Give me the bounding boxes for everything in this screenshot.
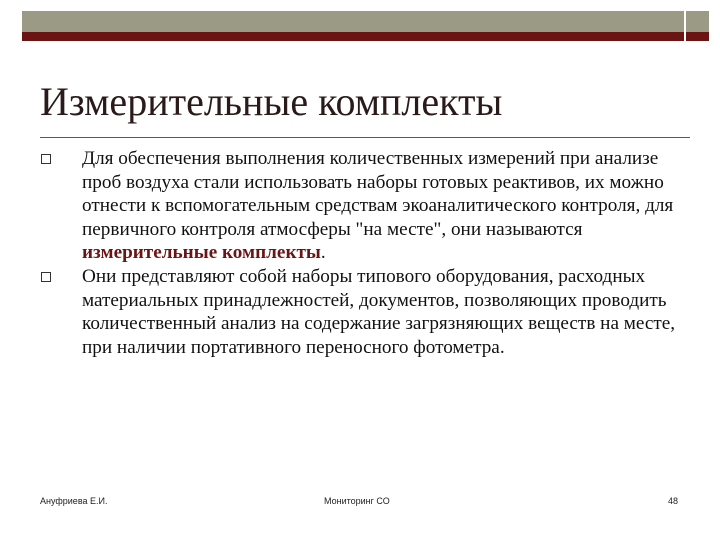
hollow-square-icon: [41, 154, 51, 164]
title-divider: [40, 137, 690, 138]
header-band-grey: [22, 11, 684, 32]
footer-course: Мониторинг СО: [324, 496, 390, 506]
bullet-item-1: [40, 147, 690, 265]
slide-title: Измерительные комплекты: [40, 79, 503, 124]
corner-square-red: [686, 32, 709, 41]
bullet-1-text: Для обеспечения выполнения количественных измерений при анализе проб воздуха стали использовать наборы готовых реактивов, их можно отнести к вспомогательным средствам экоаналитического контроля, для первичного контроля атмосферы "на месте", они называются: [82, 148, 674, 240]
hollow-square-icon: [41, 272, 51, 282]
bullet-list: [40, 147, 690, 359]
corner-square-grey: [686, 11, 709, 32]
bullet-1-highlight: измерительные комплекты: [82, 242, 321, 264]
bullet-1-tail: .: [320, 242, 326, 264]
header-band-red: [22, 32, 684, 41]
footer-page-number: 48: [667, 496, 678, 506]
bullet-2-text: Они представляют собой наборы типового оборудования, расходных материальных принадлежностей, документов, позволяющих проводить количественный анализ на содержание загрязняющих веществ на месте, при наличии портативного переносного фотометра.: [82, 265, 676, 358]
footer-author: Ануфриева Е.И.: [40, 496, 108, 506]
bullet-item-2: [40, 265, 690, 359]
